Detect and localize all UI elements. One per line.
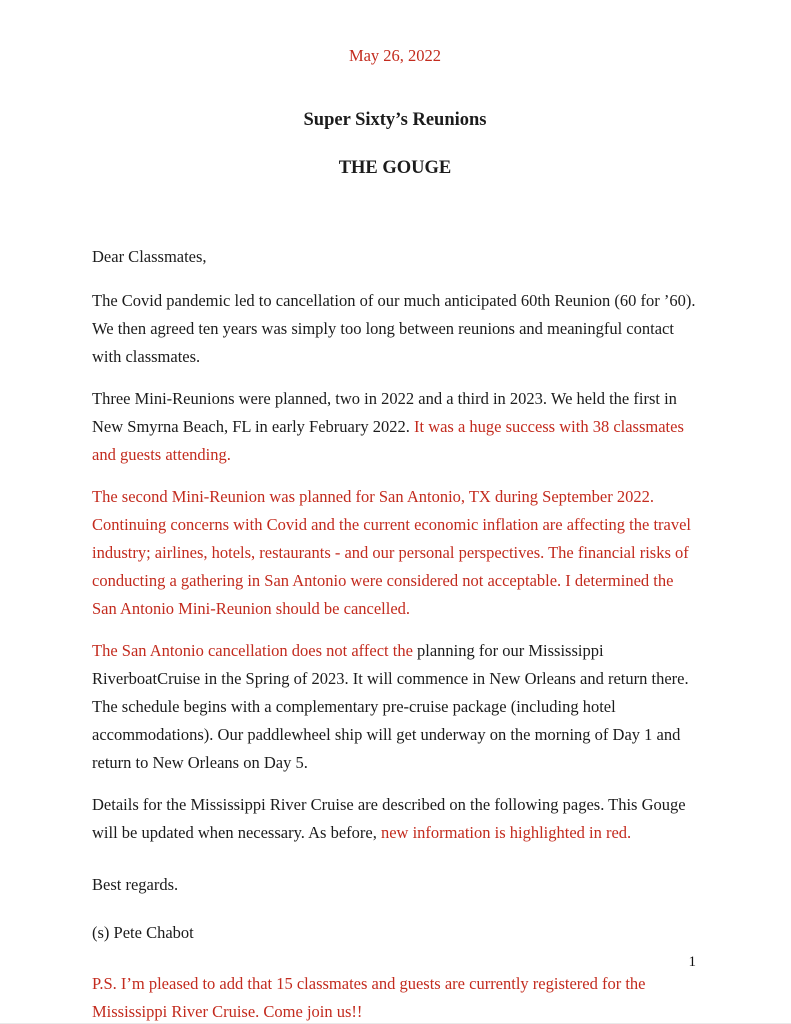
paragraph-covid-cancellation [92, 287, 698, 371]
text-segment-highlighted: new information is highlighted in red. [380, 823, 632, 842]
letter-title: Super Sixty’s Reunions [303, 110, 487, 130]
salutation: Dear Classmates, [92, 247, 207, 266]
paragraph-san-antonio-cancelled [92, 483, 698, 623]
paragraph-details-following-pages [92, 791, 698, 847]
letter-date: May 26, 2022 [348, 46, 442, 65]
signature: (s) Pete Chabot [92, 923, 194, 942]
letter-subtitle: THE GOUGE [338, 158, 452, 178]
text-segment: The Covid pandemic led to cancellation of our much anticipated 60th Reunion (60 for ’60). We then agreed ten years was simply too long between reunions and meaningful contact with classmates. [92, 291, 696, 366]
closing: Best regards. [92, 875, 179, 894]
letter-body [92, 243, 698, 1024]
paragraph-mini-reunions [92, 385, 698, 469]
paragraph-riverboat-cruise [92, 637, 698, 777]
page-number: 1 [688, 954, 696, 970]
postscript: P.S. I’m pleased to add that 15 classmates and guests are currently registered for the Mississippi River Cruise. Come join us!! [92, 974, 646, 1021]
text-segment-highlighted: It was a huge success with 38 classmates and guests attending. [92, 417, 684, 464]
text-segment: Details for the Mississippi River Cruise are described on the following pages. This Gouge will be updated when necessary. As before, [92, 795, 686, 842]
text-segment-highlighted: The San Antonio cancellation does not affect the [92, 641, 418, 660]
text-segment-highlighted: The second Mini-Reunion was planned for San Antonio, TX during September 2022. Continuing concerns with Covid and the current economic inflation are affecting the travel industry; airlines, hotels, restaurants - and our personal perspectives. The financial risks of conducting a gathering in San Antonio were considered not acceptable. I determined the San Antonio Mini-Reunion should be cancelled. [92, 487, 692, 618]
text-segment: Three Mini-Reunions were planned, two in 2022 and a third in 2023. We held the first in New Smyrna Beach, FL in early February 2022. [92, 389, 677, 436]
text-segment: planning for our Mississippi RiverboatCruise in the Spring of 2023. It will commence in New Orleans and return there. The schedule begins with a complementary pre-cruise package (including hotel accommodations). Our paddlewheel ship will get underway on the morning of Day 1 and return to New Orleans on Day 5. [92, 641, 689, 772]
